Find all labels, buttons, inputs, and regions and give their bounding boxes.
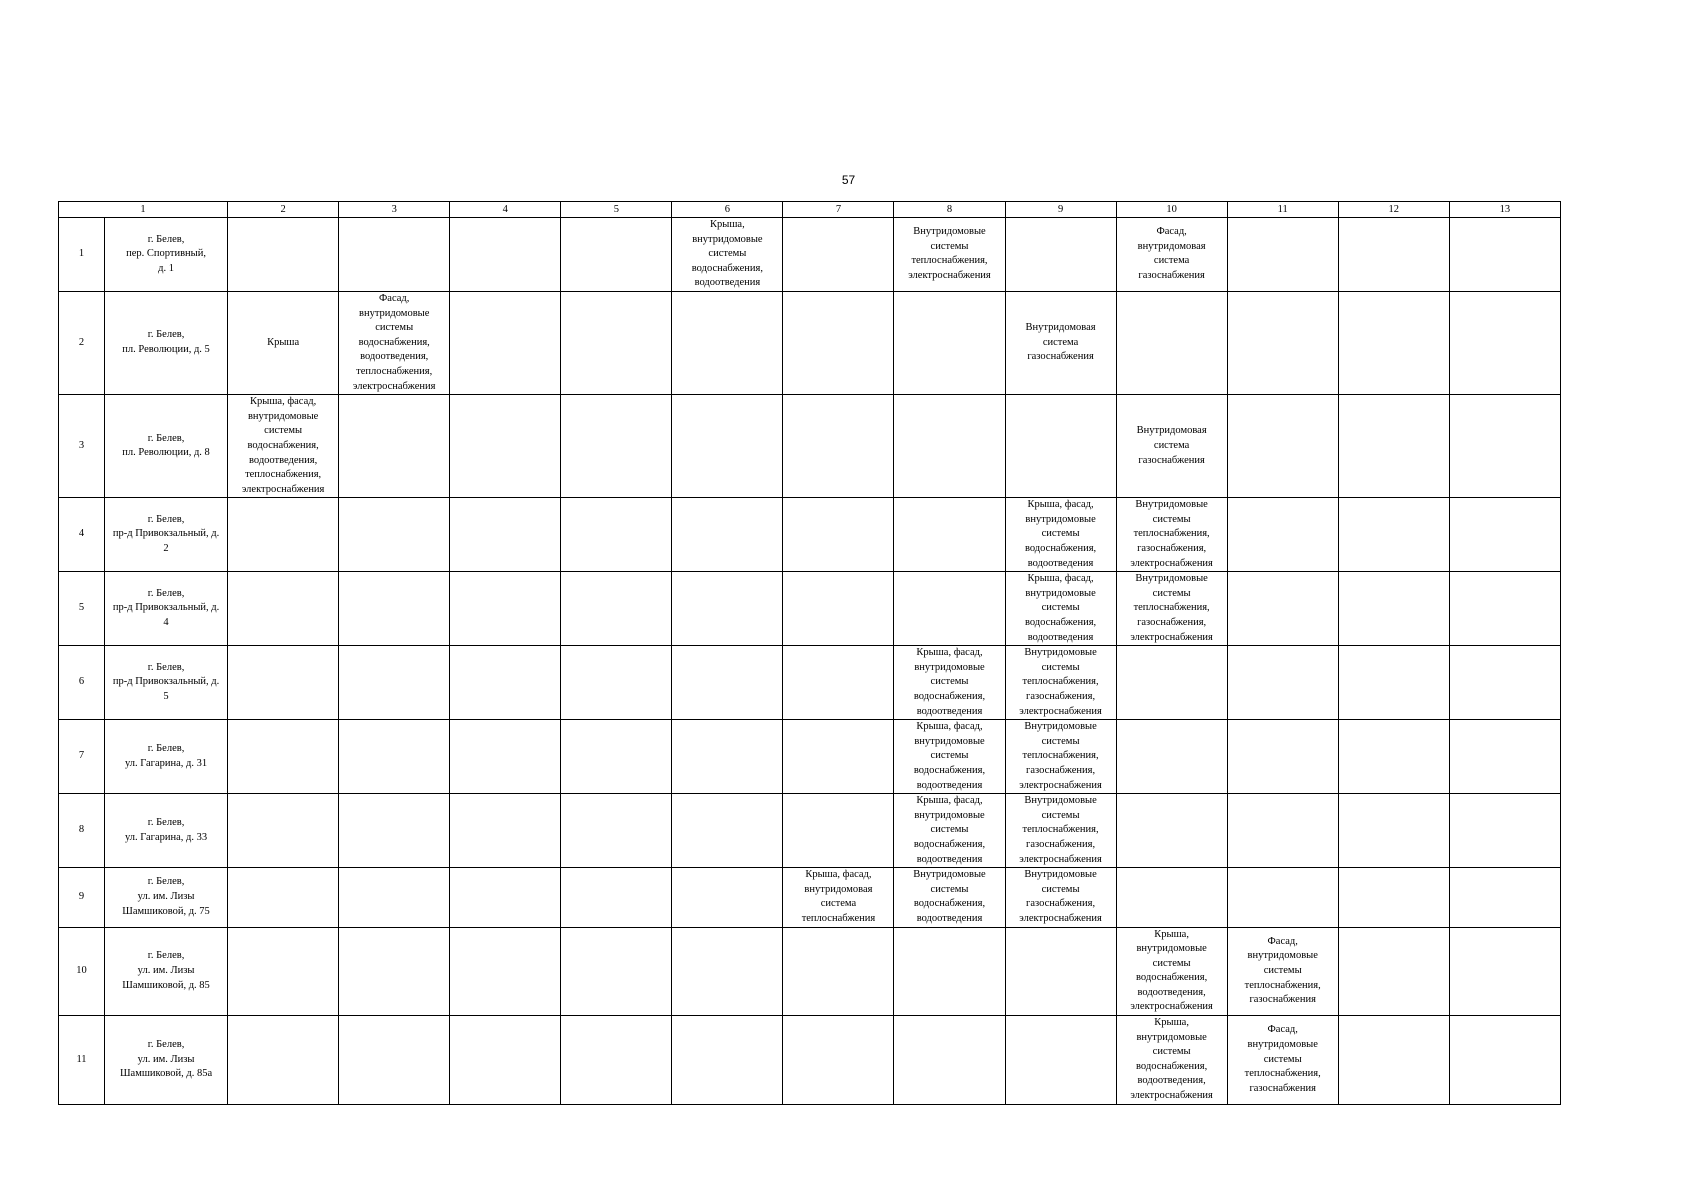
work-cell [450,498,561,572]
work-cell [672,794,783,868]
work-cell [228,794,339,868]
address-text: г. Белев, ул. им. Лизы Шамшиковой, д. 85а [119,1038,213,1080]
column-header: 11 [1227,202,1338,218]
address-text: г. Белев, ул. Гагарина, д. 31 [124,743,208,769]
row-number: 1 [59,218,105,292]
work-cell [1116,395,1227,498]
row-number: 10 [59,927,105,1016]
work-text: Крыша, внутридомовые системы водоснабжения, водоотведения, электроснабжения [1130,1017,1213,1102]
address-cell [105,1016,228,1105]
work-cell [1449,646,1560,720]
work-cell [783,794,894,868]
work-cell [1449,1016,1560,1105]
work-cell [339,395,450,498]
work-cell [228,291,339,394]
work-text: Внутридомовая система газоснабжения [1025,322,1096,363]
work-cell [1227,794,1338,868]
address-cell [105,291,228,394]
work-cell [450,218,561,292]
work-cell [561,1016,672,1105]
work-cell [1005,646,1116,720]
work-cell [1338,291,1449,394]
work-cell [339,646,450,720]
address-text: г. Белев, пл. Революции, д. 8 [122,432,210,459]
work-cell [561,868,672,927]
work-text: Внутридомовые системы теплоснабжения, газоснабжения, электроснабжения [1019,647,1102,717]
work-cell [561,218,672,292]
column-header: 4 [450,202,561,218]
work-cell [339,720,450,794]
table-row [59,498,1561,572]
work-cell [894,720,1005,794]
work-text: Внутридомовые системы теплоснабжения, газоснабжения, электроснабжения [1019,795,1102,865]
work-cell [1449,720,1560,794]
work-cell [1005,794,1116,868]
work-cell [339,291,450,394]
column-header: 13 [1449,202,1560,218]
work-cell [228,1016,339,1105]
work-cell [672,646,783,720]
work-cell [450,927,561,1016]
work-text: Крыша, фасад, внутридомовые системы водоснабжения, водоотведения [913,647,986,717]
work-cell [1338,927,1449,1016]
work-cell [1227,572,1338,646]
row-number: 8 [59,794,105,868]
work-cell [783,1016,894,1105]
work-cell [1338,218,1449,292]
address-text: г. Белев, ул. Гагарина, д. 33 [124,817,208,843]
work-text: Крыша, фасад, внутридомовые системы водоснабжения, водоотведения [913,721,986,791]
work-cell [783,395,894,498]
table-row [59,291,1561,394]
address-cell [105,218,228,292]
column-header: 8 [894,202,1005,218]
work-cell [228,646,339,720]
address-cell [105,927,228,1016]
repair-schedule-table [58,201,1561,1105]
work-cell [228,218,339,292]
work-text: Крыша, фасад, внутридомовые системы водоснабжения, водоотведения, теплоснабжения, электроснабжения [241,396,325,495]
work-cell [339,572,450,646]
address-cell [105,868,228,927]
work-cell [783,572,894,646]
work-cell [894,927,1005,1016]
work-cell [1227,927,1338,1016]
work-text: Фасад, внутридомовые системы теплоснабжения, газоснабжения [1244,935,1321,1006]
work-cell [672,927,783,1016]
column-header: 7 [783,202,894,218]
work-cell [228,395,339,498]
work-cell [1449,794,1560,868]
work-text: Внутридомовые системы водоснабжения, водоотведения [913,869,986,924]
work-cell [1227,1016,1338,1105]
table-row [59,794,1561,868]
address-text: г. Белев, пл. Революции, д. 5 [122,329,210,356]
work-cell [672,720,783,794]
work-cell [1116,868,1227,927]
work-cell [783,720,894,794]
work-cell [339,498,450,572]
table-row [59,720,1561,794]
work-cell [1005,395,1116,498]
work-cell [1338,498,1449,572]
work-cell [894,218,1005,292]
work-text: Внутридомовая система газоснабжения [1136,425,1207,466]
work-cell [450,646,561,720]
work-cell [561,572,672,646]
work-cell [1116,720,1227,794]
work-cell [672,395,783,498]
table-row [59,646,1561,720]
work-cell [450,572,561,646]
work-cell [228,927,339,1016]
work-cell [1449,395,1560,498]
work-cell [1005,218,1116,292]
table-row [59,868,1561,927]
work-cell [783,646,894,720]
work-cell [1005,572,1116,646]
work-text: Крыша, фасад, внутридомовая система теплоснабжения [801,869,876,924]
work-cell [228,720,339,794]
address-cell [105,395,228,498]
work-cell [1116,498,1227,572]
work-cell [1449,218,1560,292]
work-text: Крыша, внутридомовые системы водоснабжения, водоотведения, электроснабжения [1130,928,1213,1013]
work-cell [1449,927,1560,1016]
work-cell [1005,1016,1116,1105]
work-cell [672,291,783,394]
work-cell [1005,720,1116,794]
work-cell [450,720,561,794]
work-cell [1338,1016,1449,1105]
table-row [59,927,1561,1016]
work-cell [1227,395,1338,498]
column-header: 3 [339,202,450,218]
work-cell [561,646,672,720]
work-cell [783,927,894,1016]
row-number: 4 [59,498,105,572]
column-header: 10 [1116,202,1227,218]
row-number: 3 [59,395,105,498]
work-cell [1005,927,1116,1016]
address-text: г. Белев, пер. Спортивный, д. 1 [126,233,206,274]
work-cell [894,498,1005,572]
work-cell [672,1016,783,1105]
work-cell [339,794,450,868]
row-number: 11 [59,1016,105,1105]
header-row [59,202,1561,218]
work-cell [783,498,894,572]
column-header: 6 [672,202,783,218]
work-cell [1338,794,1449,868]
work-cell [561,720,672,794]
work-text: Внутридомовые системы теплоснабжения, газоснабжения, электроснабжения [1130,573,1213,643]
table-row [59,218,1561,292]
address-text: г. Белев, пр-д Привокзальный, д. 2 [112,513,220,555]
column-header: 1 [59,202,228,218]
work-cell [339,927,450,1016]
work-cell [1005,291,1116,394]
work-cell [450,794,561,868]
column-header: 2 [228,202,339,218]
work-cell [1116,646,1227,720]
work-cell [894,646,1005,720]
work-text: Фасад, внутридомовые системы теплоснабжения, газоснабжения [1244,1024,1321,1094]
work-cell [1116,794,1227,868]
work-cell [450,291,561,394]
table-row [59,1016,1561,1105]
work-cell [228,868,339,927]
address-cell [105,720,228,794]
work-text: Крыша, фасад, внутридомовые системы водоснабжения, водоотведения [1024,499,1097,569]
address-cell [105,794,228,868]
work-cell [1227,646,1338,720]
page-number: 57 [841,173,856,187]
work-cell [1227,218,1338,292]
work-cell [561,498,672,572]
work-cell [339,1016,450,1105]
work-cell [561,395,672,498]
table-row [59,395,1561,498]
column-header: 9 [1005,202,1116,218]
address-cell [105,498,228,572]
work-cell [783,291,894,394]
work-cell [894,1016,1005,1105]
address-cell [105,572,228,646]
row-number: 5 [59,572,105,646]
work-cell [450,1016,561,1105]
work-cell [1338,572,1449,646]
work-cell [672,498,783,572]
work-cell [339,868,450,927]
work-text: Крыша, фасад, внутридомовые системы водоснабжения, водоотведения [1024,573,1097,643]
work-cell [1227,291,1338,394]
work-cell [561,794,672,868]
work-cell [1449,868,1560,927]
work-cell [339,218,450,292]
work-cell [228,498,339,572]
work-cell [1338,646,1449,720]
work-cell [894,868,1005,927]
work-text: Внутридомовые системы теплоснабжения, газоснабжения, электроснабжения [1019,721,1102,791]
work-cell [1338,868,1449,927]
address-text: г. Белев, ул. им. Лизы Шамшиковой, д. 75 [122,876,210,917]
work-text: Внутридомовые системы теплоснабжения, электроснабжения [908,226,991,282]
work-text: Крыша [267,336,300,348]
work-cell [1116,218,1227,292]
work-cell [672,572,783,646]
table-row [59,572,1561,646]
work-cell [894,291,1005,394]
work-cell [783,218,894,292]
work-cell [561,291,672,394]
address-text: г. Белев, пр-д Привокзальный, д. 5 [112,661,220,702]
work-cell [1449,291,1560,394]
work-cell [1116,572,1227,646]
work-cell [450,395,561,498]
row-number: 9 [59,868,105,927]
work-cell [783,868,894,927]
column-header: 5 [561,202,672,218]
work-cell [1338,720,1449,794]
work-cell [450,868,561,927]
work-cell [1227,868,1338,927]
work-cell [561,927,672,1016]
work-cell [1116,1016,1227,1105]
work-cell [672,868,783,927]
work-cell [1227,498,1338,572]
work-cell [894,794,1005,868]
row-number: 6 [59,646,105,720]
work-cell [1449,572,1560,646]
work-cell [1449,498,1560,572]
work-cell [1227,720,1338,794]
work-text: Крыша, фасад, внутридомовые системы водоснабжения, водоотведения [913,795,986,865]
work-cell [894,395,1005,498]
address-cell [105,646,228,720]
work-cell [1116,927,1227,1016]
work-text: Внутридомовые системы теплоснабжения, газоснабжения, электроснабжения [1130,499,1213,569]
work-cell [1005,868,1116,927]
work-text: Крыша, внутридомовые системы водоснабжения, водоотведения [691,219,763,289]
row-number: 2 [59,291,105,394]
work-text: Внутридомовые системы газоснабжения, электроснабжения [1019,869,1102,924]
work-cell [1338,395,1449,498]
column-header: 12 [1338,202,1449,218]
address-text: г. Белев, ул. им. Лизы Шамшиковой, д. 85 [122,950,210,991]
work-cell [1116,291,1227,394]
work-cell [1005,498,1116,572]
row-number: 7 [59,720,105,794]
work-text: Фасад, внутридомовые системы водоснабжения, водоотведения, теплоснабжения, электроснабжения [352,292,436,392]
work-cell [672,218,783,292]
address-text: г. Белев, пр-д Привокзальный, д. 4 [112,587,220,629]
work-text: Фасад, внутридомовая система газоснабжения [1137,226,1206,282]
work-cell [228,572,339,646]
work-cell [894,572,1005,646]
